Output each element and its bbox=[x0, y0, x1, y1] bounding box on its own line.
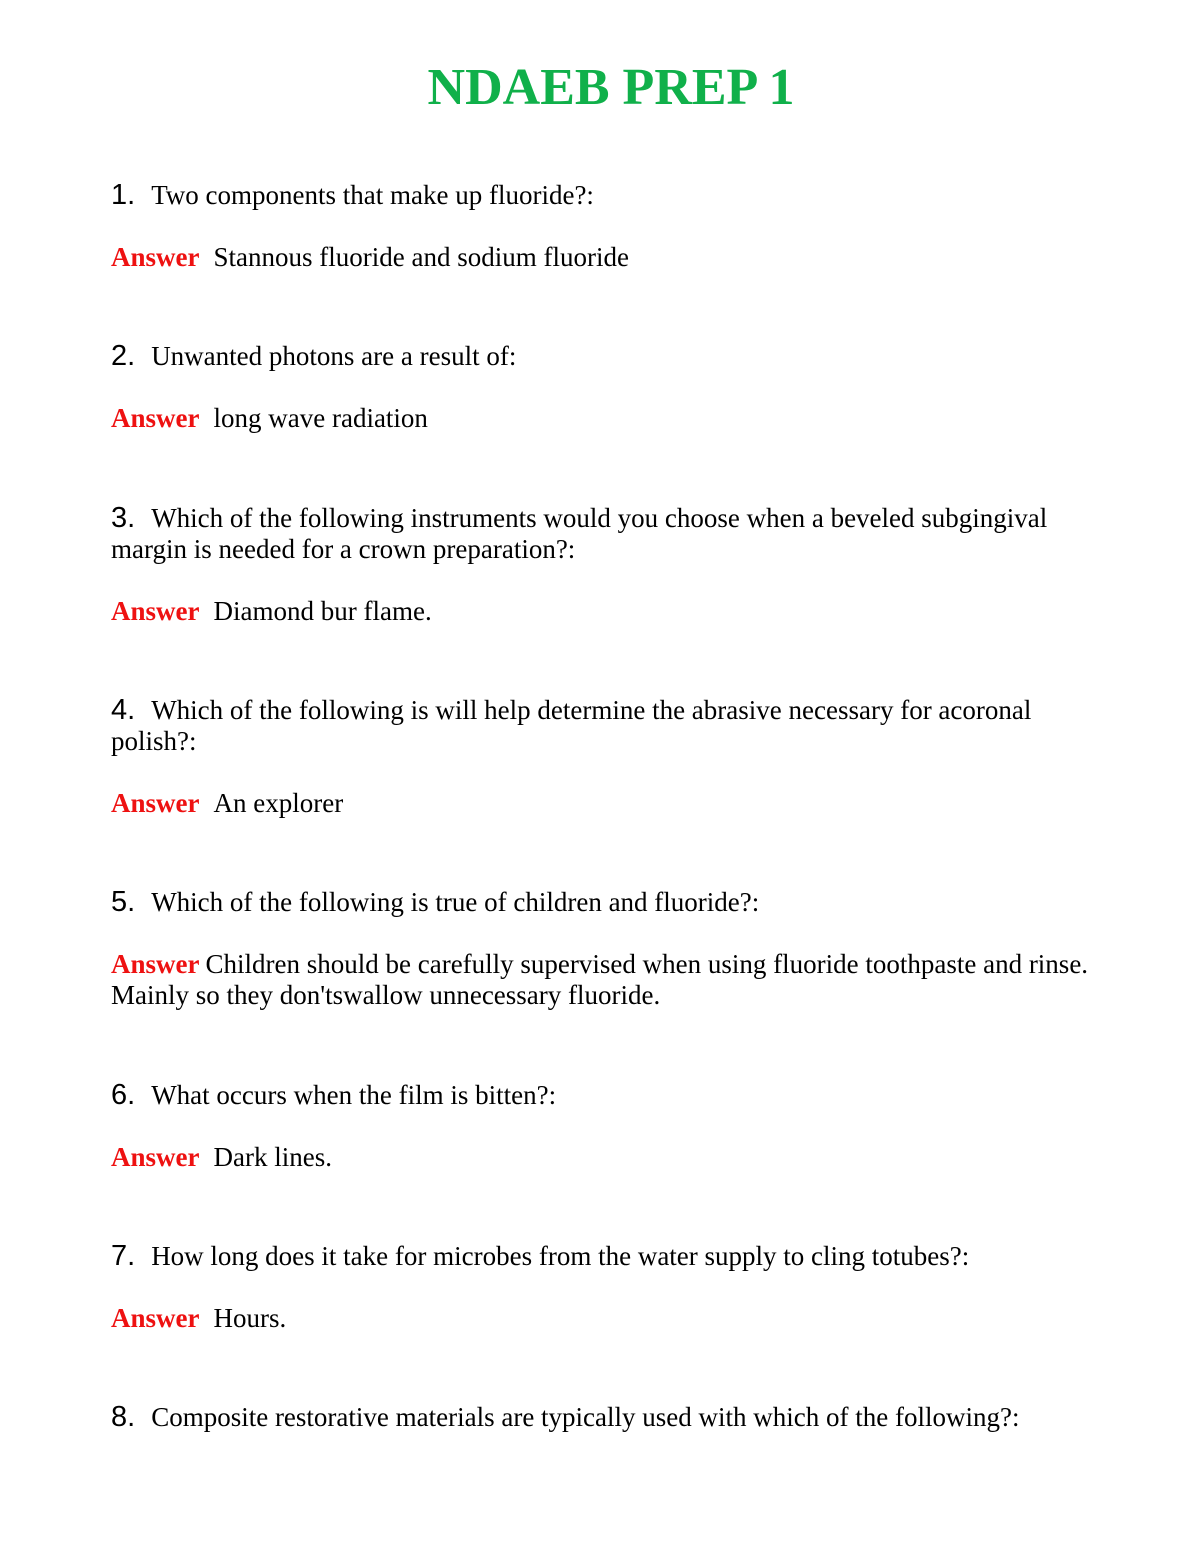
question bbox=[111, 1402, 1121, 1433]
answer-label: Answer bbox=[111, 1142, 200, 1172]
qa-item-5 bbox=[111, 887, 1121, 1011]
question-number: 2. bbox=[111, 340, 136, 372]
question bbox=[111, 1080, 1121, 1111]
question-text: Composite restorative materials are typically used with which of the following?: bbox=[151, 1402, 1020, 1432]
question-number: 1. bbox=[111, 179, 136, 211]
answer bbox=[111, 596, 1121, 627]
question-text: Which of the following instruments would you choose when a beveled subgingival margin is needed for a crown preparation?: bbox=[111, 503, 1048, 564]
question-text: What occurs when the film is bitten?: bbox=[151, 1080, 557, 1110]
question-text: Which of the following is true of children and fluoride?: bbox=[151, 887, 760, 917]
qa-item-7 bbox=[111, 1241, 1121, 1334]
question-text: Two components that make up fluoride?: bbox=[151, 180, 594, 210]
qa-item-1 bbox=[111, 180, 1121, 273]
answer-label: Answer bbox=[111, 596, 200, 626]
qa-item-4 bbox=[111, 695, 1121, 819]
answer-text: Children should be carefully supervised when using fluoride toothpaste and rinse. Mainly so they don'tswallow unnecessary fluoride. bbox=[111, 949, 1089, 1010]
answer bbox=[111, 1142, 1121, 1173]
qa-item-6 bbox=[111, 1080, 1121, 1173]
question bbox=[111, 341, 1121, 372]
question bbox=[111, 503, 1121, 565]
answer bbox=[111, 403, 1121, 434]
question-text: Which of the following is will help determine the abrasive necessary for acoronal polish?: bbox=[111, 695, 1032, 756]
answer-label: Answer bbox=[111, 788, 200, 818]
answer-text: Dark lines. bbox=[213, 1142, 332, 1172]
question-text: Unwanted photons are a result of: bbox=[151, 341, 517, 371]
qa-item-8 bbox=[111, 1402, 1121, 1433]
question bbox=[111, 887, 1121, 918]
answer-text: An explorer bbox=[213, 788, 344, 818]
answer bbox=[111, 949, 1121, 1011]
question bbox=[111, 180, 1121, 211]
qa-item-3 bbox=[111, 503, 1121, 627]
answer-text: long wave radiation bbox=[213, 403, 428, 433]
answer-text: Stannous fluoride and sodium fluoride bbox=[213, 242, 629, 272]
question-number: 3. bbox=[111, 502, 136, 534]
answer bbox=[111, 242, 1121, 273]
answer-label: Answer bbox=[111, 949, 200, 979]
answer bbox=[111, 1303, 1121, 1334]
question bbox=[111, 1241, 1121, 1272]
answer-text: Diamond bur flame. bbox=[213, 596, 432, 626]
question bbox=[111, 695, 1121, 757]
answer-text: Hours. bbox=[213, 1303, 287, 1333]
qa-item-2 bbox=[111, 341, 1121, 434]
answer bbox=[111, 788, 1121, 819]
question-number: 6. bbox=[111, 1079, 136, 1111]
answer-label: Answer bbox=[111, 403, 200, 433]
question-number: 4. bbox=[111, 694, 136, 726]
document-title: NDAEB PREP 1 bbox=[427, 59, 795, 116]
question-number: 8. bbox=[111, 1401, 136, 1433]
question-number: 7. bbox=[111, 1240, 136, 1272]
question-text: How long does it take for microbes from the water supply to cling totubes?: bbox=[151, 1241, 970, 1271]
question-number: 5. bbox=[111, 886, 136, 918]
answer-label: Answer bbox=[111, 242, 200, 272]
answer-label: Answer bbox=[111, 1303, 200, 1333]
